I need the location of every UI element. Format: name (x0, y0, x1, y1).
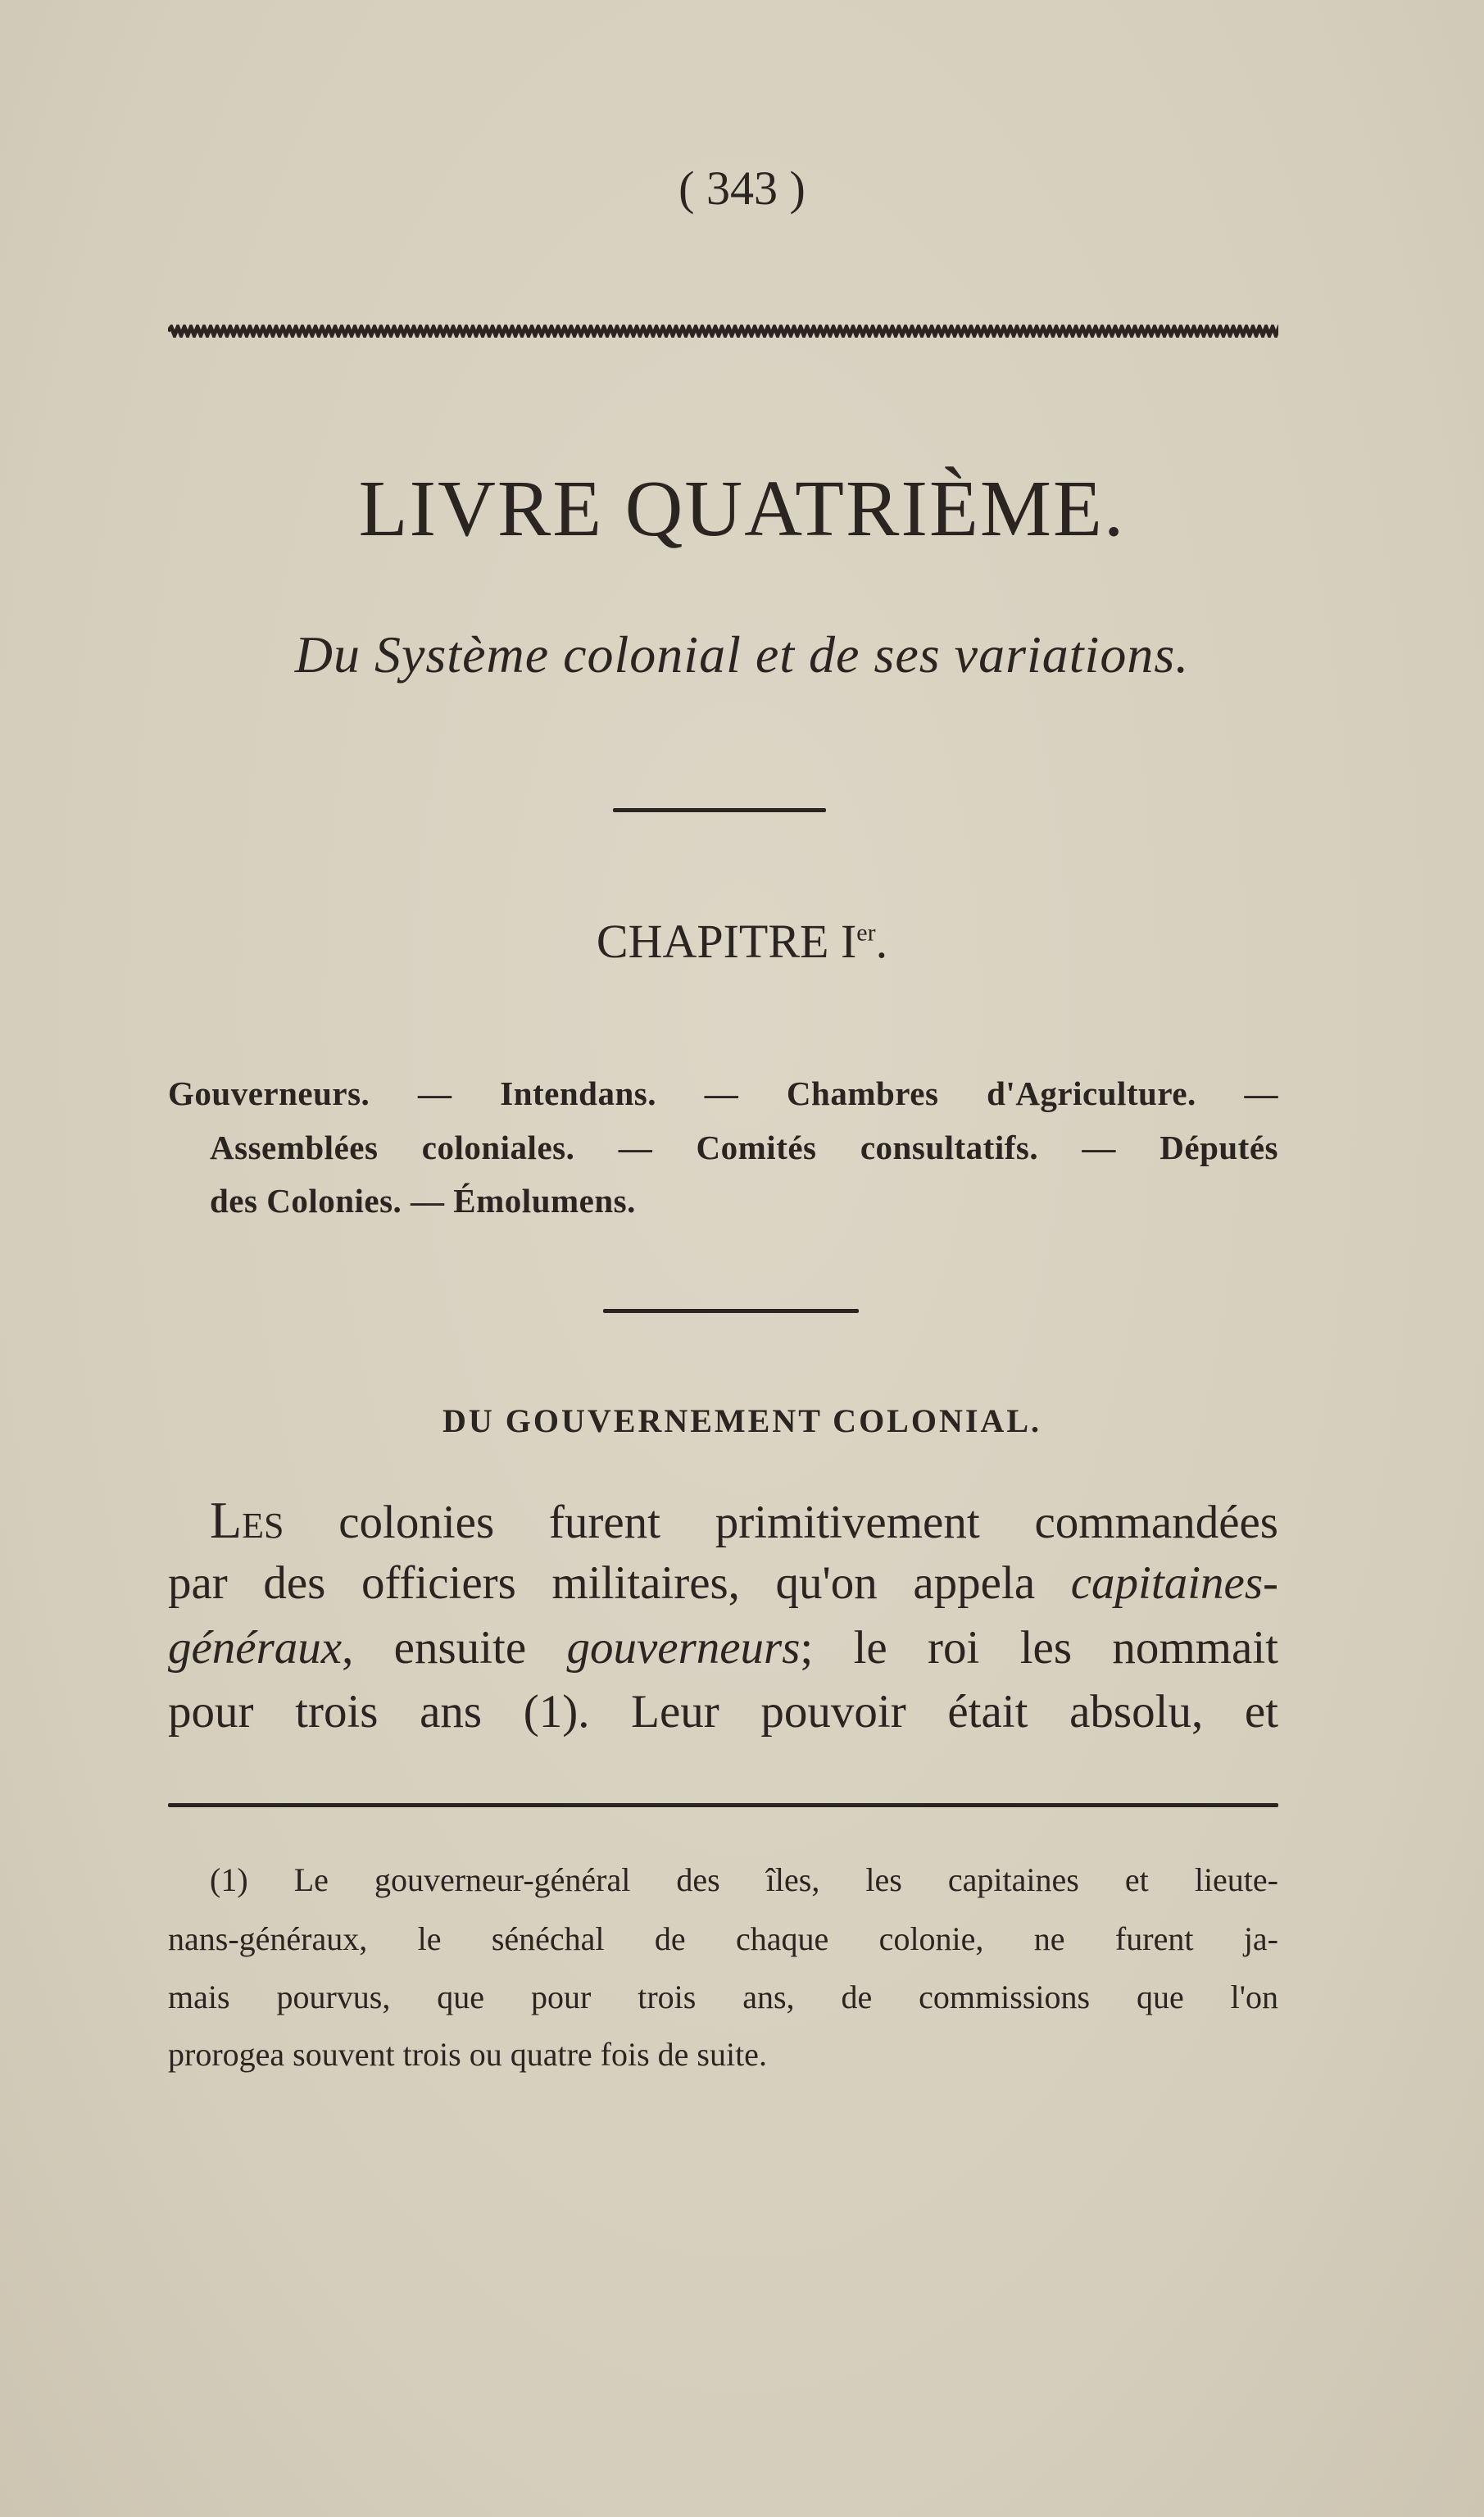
book-subtitle: Du Système colonial et de ses variations. (294, 625, 1190, 684)
chapter-period: . (875, 915, 888, 968)
book-title: LIVRE QUATRIÈME. (358, 465, 1126, 553)
small-caps: ES (242, 1506, 284, 1546)
body-line (168, 1621, 1278, 1674)
section-heading: DU GOUVERNEMENT COLONIAL. (442, 1402, 1042, 1439)
text: colonies furent primitivement commandées (284, 1497, 1278, 1548)
text: ; le roi les nommait (800, 1622, 1278, 1674)
ornamental-wavy-rule (168, 325, 1278, 338)
text: par des officiers militaires, qu'on appela (168, 1557, 1071, 1609)
chapter-label: CHAPITRE I (596, 915, 857, 968)
footnote-rule (168, 1803, 1278, 1807)
footnote-line: nans-généraux, le sénéchal de chaque colonie, ne furent ja- (168, 1920, 1278, 1957)
italic-text: généraux (168, 1622, 343, 1674)
page-number: ( 343 ) (678, 161, 806, 215)
drop-cap: L (210, 1491, 243, 1549)
chapter-ordinal: er (856, 919, 876, 947)
footnote-line: mais pourvus, que pour trois ans, de commissions que l'on (168, 1979, 1278, 2015)
divider-rule (613, 808, 826, 812)
summary-line: Assemblées coloniales. — Comités consultatifs. — Députés (210, 1129, 1278, 1166)
summary-line: Gouverneurs. — Intendans. — Chambres d'Agriculture. — (168, 1074, 1278, 1112)
body-line (168, 1556, 1278, 1610)
summary-line: des Colonies. — Émolumens. (210, 1182, 636, 1220)
text: , ensuite (342, 1622, 567, 1674)
italic-text: gouverneurs (566, 1622, 801, 1674)
body-line: pour trois ans (1). Leur pouvoir était absolu, et (168, 1686, 1278, 1738)
divider-rule (603, 1309, 859, 1313)
italic-text: capitaines- (1070, 1557, 1278, 1609)
footnote-line: prorogea souvent trois ou quatre fois de suite. (168, 2036, 767, 2073)
chapter-heading (0, 914, 1484, 969)
footnote-line: (1) Le gouverneur-général des îles, les capitaines et lieute- (210, 1861, 1278, 1898)
body-line (210, 1490, 1278, 1551)
